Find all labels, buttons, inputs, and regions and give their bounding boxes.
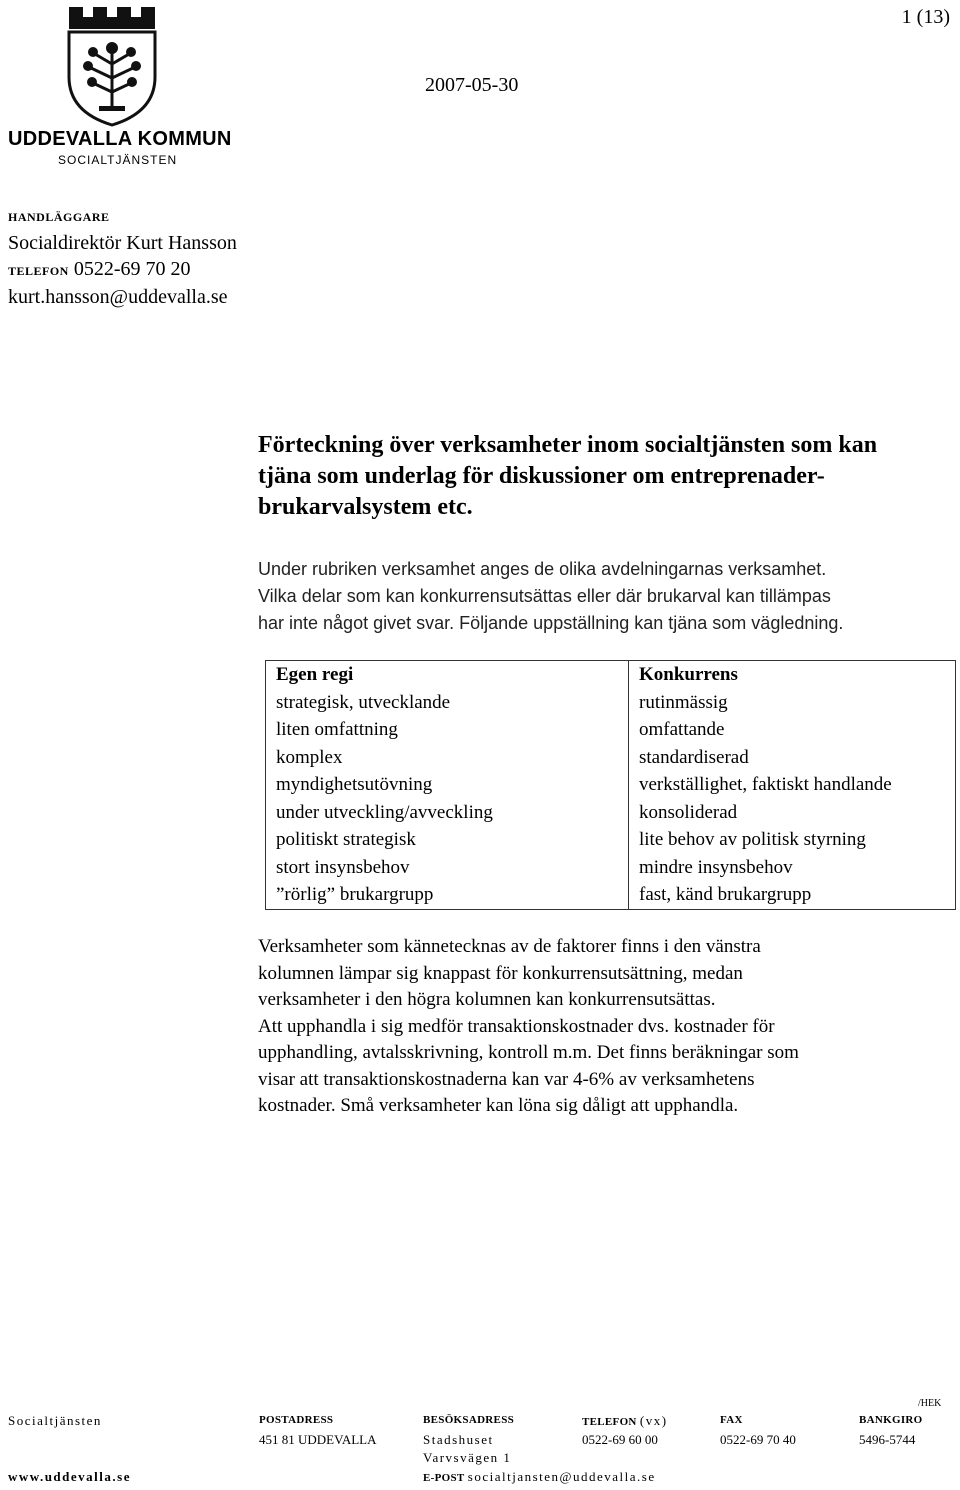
handlaggare-label: HANDLÄGGARE — [8, 210, 110, 224]
table-cell-text: standardiserad — [639, 746, 749, 768]
document-title — [258, 430, 958, 523]
title-line: brukarvalsystem etc. — [258, 494, 473, 520]
intro-paragraph — [258, 556, 958, 637]
telefon-number: 0522-69 70 20 — [73, 258, 191, 280]
table-cell-text: konsoliderad — [639, 801, 738, 823]
table-header-row — [266, 661, 956, 910]
logo-department-name: SOCIALTJÄNSTEN — [58, 153, 178, 167]
table-cell-text: omfattande — [639, 719, 725, 740]
table-cell-text: fast, känd brukargrupp — [639, 884, 812, 905]
besoksadress-line1: Stadshuset — [423, 1432, 494, 1447]
body-line: kolumnen lämpar sig knappast för konkurrensutsättning, medan — [258, 962, 743, 984]
telefon-footer-value: 0522-69 60 00 — [582, 1432, 658, 1447]
table-cell-text: stort insynsbehov — [276, 856, 410, 878]
besoksadress-line2: Varvsvägen 1 — [423, 1450, 512, 1465]
page-number: 1 (13) — [901, 6, 950, 28]
handlaggare-name: Socialdirektör Kurt Hansson — [8, 232, 237, 254]
body-line: kostnader. Små verksamheter kan löna sig dåligt att upphandla. — [258, 1095, 739, 1116]
bankgiro-label: BANKGIRO — [859, 1414, 923, 1426]
table-cell-text: myndighetsutövning — [276, 774, 433, 795]
table-cell-text: lite behov av politisk styrning — [639, 829, 866, 850]
telefon-footer-label: TELEFON — [582, 1416, 637, 1428]
body-line: Verksamheter som kännetecknas av de faktorer finns i den vänstra — [258, 936, 761, 957]
table-cell-text: strategisk, utvecklande — [276, 691, 451, 713]
footer-org: Socialtjänsten — [8, 1413, 102, 1428]
epost-label: E-POST — [423, 1472, 465, 1484]
table-cell-text: politiskt strategisk — [276, 829, 416, 850]
body-paragraph — [258, 934, 958, 1120]
logo-municipality-name: UDDEVALLA KOMMUN — [8, 128, 232, 150]
footer-website: www.uddevalla.se — [8, 1469, 131, 1484]
body-line: Att upphandla i sig medför transaktionskostnader dvs. kostnader för — [258, 1015, 775, 1037]
table-cell-text: komplex — [276, 746, 343, 768]
contact-email: kurt.hansson@uddevalla.se — [8, 286, 228, 308]
besoksadress-label: BESÖKSADRESS — [423, 1414, 515, 1426]
fax-label: FAX — [720, 1414, 743, 1426]
intro-line: har inte något givet svar. Följande uppställning kan tjäna som vägledning. — [258, 613, 844, 633]
table-cell — [629, 661, 956, 910]
column-header-konkurrens: Konkurrens — [639, 664, 738, 685]
postadress-value: 451 81 UDDEVALLA — [259, 1432, 377, 1447]
body-line: upphandling, avtalsskrivning, kontroll m.m. Det finns beräkningar som — [258, 1042, 799, 1063]
body-line: visar att transaktionskostnaderna kan var 4-6% av verksamhetens — [258, 1068, 755, 1090]
table-cell — [266, 661, 629, 910]
fax-value: 0522-69 70 40 — [720, 1432, 796, 1447]
table-cell-text: ”rörlig” brukargrupp — [276, 884, 434, 905]
table-cell-text: mindre insynsbehov — [639, 856, 793, 878]
table-cell-text: liten omfattning — [276, 719, 398, 740]
document-date: 2007-05-30 — [425, 74, 519, 96]
comparison-table — [265, 660, 956, 910]
telefon-label: TELEFON — [8, 264, 69, 278]
intro-line: Under rubriken verksamhet anges de olika avdelningarnas verksamhet. — [258, 559, 827, 579]
author-initials: /HEK — [918, 1398, 942, 1409]
epost-value: socialtjansten@uddevalla.se — [467, 1469, 656, 1484]
table-cell-text: under utveckling/avveckling — [276, 801, 493, 823]
title-line: Förteckning över verksamheter inom socialtjänsten som kan — [258, 432, 878, 458]
postadress-label: POSTADRESS — [259, 1414, 334, 1426]
column-header-egen-regi: Egen regi — [276, 664, 354, 685]
body-line: verksamheter i den högra kolumnen kan konkurrensutsättas. — [258, 989, 716, 1010]
title-line: tjäna som underlag för diskussioner om entreprenader- — [258, 463, 825, 489]
table-cell-text: rutinmässig — [639, 691, 728, 713]
bankgiro-value: 5496-5744 — [859, 1432, 916, 1447]
table-cell-text: verkställighet, faktiskt handlande — [639, 774, 892, 795]
contact-block — [8, 202, 237, 310]
telefon-footer-suffix: (vx) — [639, 1413, 668, 1428]
intro-line: Vilka delar som kan konkurrensutsättas eller där brukarval kan tillämpas — [258, 586, 831, 606]
